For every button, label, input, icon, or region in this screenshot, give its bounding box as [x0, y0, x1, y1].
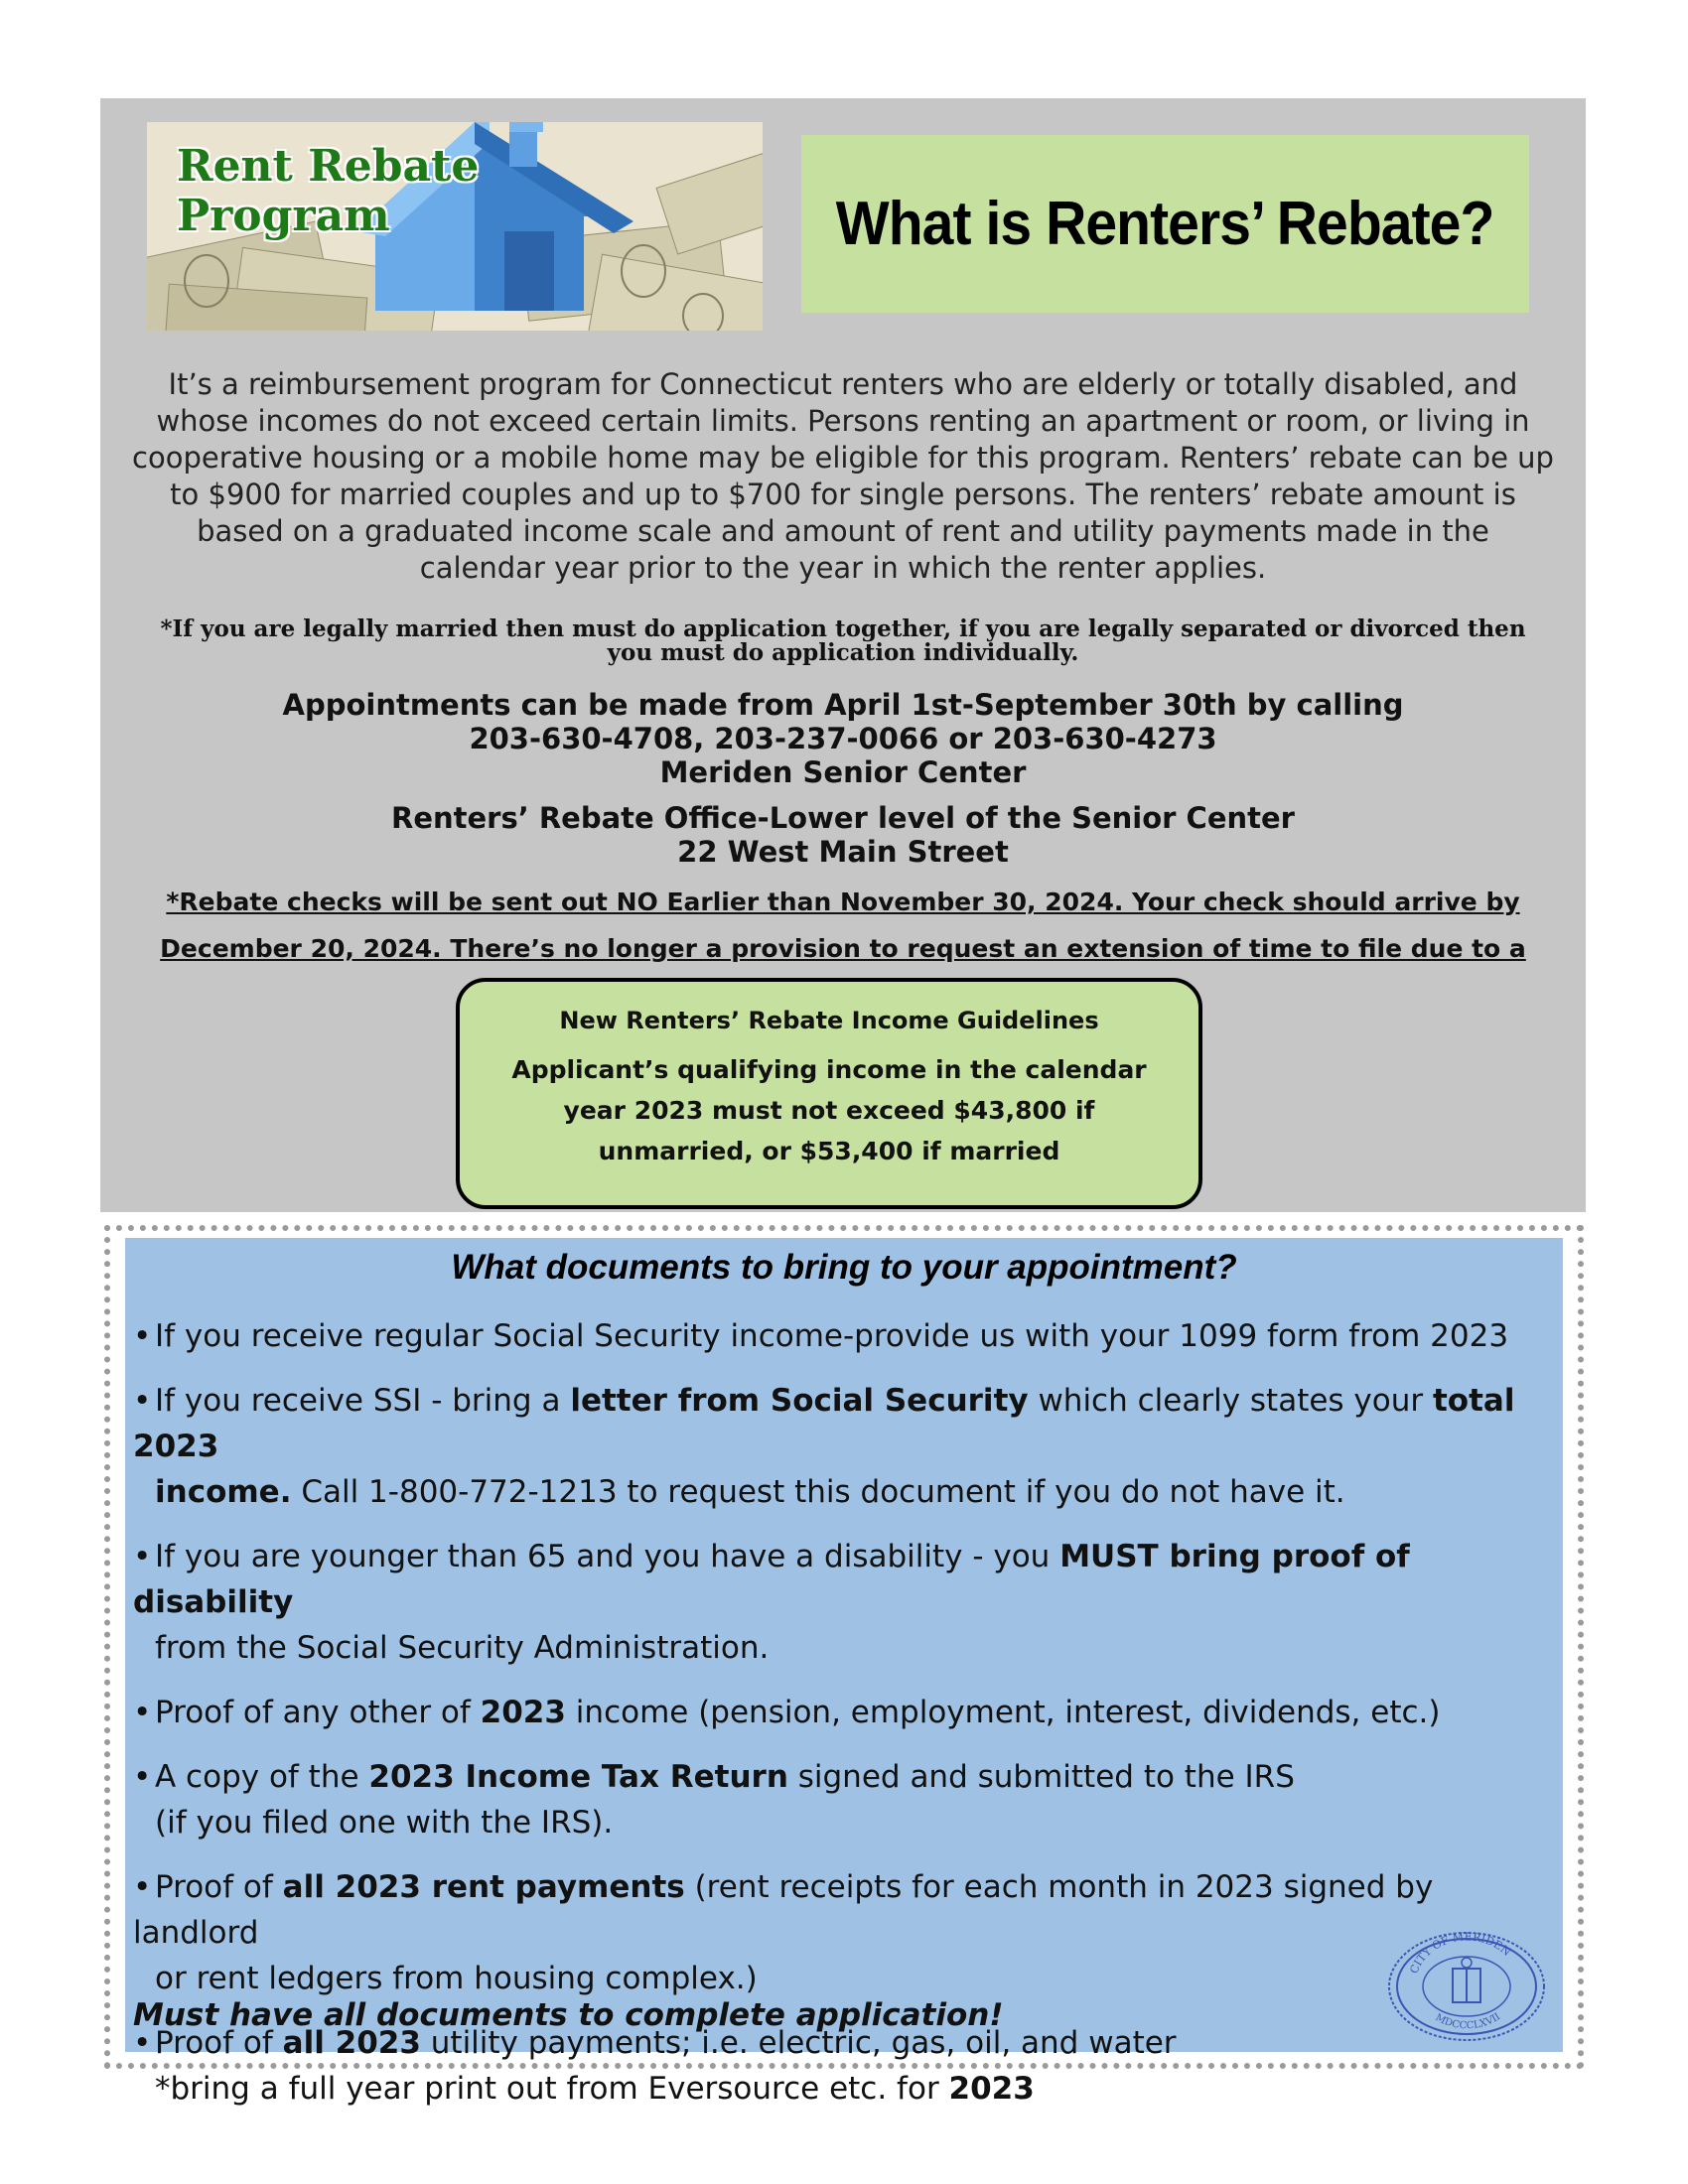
- must-have-note: Must have all documents to complete application!: [133, 1997, 1004, 2033]
- income-guidelines-box: [456, 978, 1202, 1209]
- documents-panel: [125, 1238, 1563, 2107]
- bullet-icon: •: [133, 1695, 152, 1730]
- bullet-icon: •: [133, 2025, 152, 2061]
- appointments-info: [130, 688, 1556, 789]
- married-note: *If you are legally married then must do application together, if you are legally separated or divorced then you must do application individually.: [160, 615, 1526, 666]
- list-item: • If you receive SSI - bring a letter from Social Security which clearly states your total 2023 income. Call 1-800-772-1213 to request this document if you do not have it.: [133, 1378, 1553, 1515]
- page-title: What is Renters’ Rebate?: [836, 190, 1494, 258]
- list-item: • Proof of any other of 2023 income (pension, employment, interest, dividends, etc.): [133, 1690, 1553, 1735]
- appointments-location: Meriden Senior Center: [659, 755, 1027, 789]
- logo-title-line2: Program: [177, 191, 390, 241]
- guidelines-title: New Renters’ Rebate Income Guidelines: [559, 1007, 1099, 1034]
- bullet-icon: •: [133, 1759, 152, 1795]
- rebate-checks-note: *Rebate checks will be sent out NO Earlier than November 30, 2024. Your check should arrive by December 20, 2024. There’s no longer a provision to request an extension of time to file due to a: [160, 887, 1526, 963]
- list-item: • A copy of the 2023 Income Tax Return signed and submitted to the IRS (if you filed one with the IRS).: [133, 1754, 1553, 1845]
- logo-title-line1: Rent Rebate: [177, 141, 480, 192]
- list-item: • If you receive regular Social Security income-provide us with your 1099 form from 2023: [133, 1313, 1553, 1359]
- bullet-icon: •: [133, 1869, 152, 1905]
- list-item: • Proof of all 2023 utility payments; i.e. electric, gas, oil, and water *bring a full year print out from Eversource etc. for 2023: [133, 2020, 1553, 2112]
- rent-rebate-logo: [147, 122, 763, 331]
- office-address: 22 West Main Street: [677, 835, 1009, 869]
- seal-bottom-text: MDCCCLXVII: [1433, 2011, 1503, 2032]
- logo-title: [177, 142, 479, 241]
- headline-box: [801, 135, 1529, 313]
- appointments-phones: 203-630-4708, 203-237-0066 or 203-630-4273: [469, 722, 1217, 755]
- appointments-line: Appointments can be made from April 1st-September 30th by calling: [282, 688, 1404, 722]
- bullet-icon: •: [133, 1539, 152, 1574]
- bullet-icon: •: [133, 1383, 152, 1419]
- seal-top-text: CITY OF MERIDEN: [1407, 1930, 1514, 1976]
- documents-title: What documents to bring to your appointment?: [451, 1248, 1237, 1287]
- office-line: Renters’ Rebate Office-Lower level of the Senior Center: [391, 801, 1295, 835]
- list-item: • If you are younger than 65 and you have a disability - you MUST bring proof of disability from the Social Security Administration.: [133, 1534, 1553, 1671]
- intro-paragraph: It’s a reimbursement program for Connecticut renters who are elderly or totally disabled, and whose incomes do not exceed certain limits. Persons renting an apartment or room, or living in cooperative housing or a mobile home may be eligible for this program. Renters’ rebate can be up to $900 for married couples and up to $700 for single persons. The renters’ rebate amount is based on a graduated income scale and amount of rent and utility payments made in the calendar year prior to the year in which the renter applies.: [132, 367, 1554, 585]
- list-item: • Proof of all 2023 rent payments (rent receipts for each month in 2023 signed by landlord or rent ledgers from housing complex.): [133, 1864, 1553, 2001]
- top-info-panel: [100, 98, 1586, 1212]
- city-seal-icon: [1385, 1929, 1549, 2043]
- office-info: [130, 801, 1556, 869]
- guidelines-text: Applicant’s qualifying income in the calendar year 2023 must not exceed $43,800 if unmarried, or $53,400 if married: [511, 1055, 1147, 1165]
- bullet-icon: •: [133, 1318, 152, 1354]
